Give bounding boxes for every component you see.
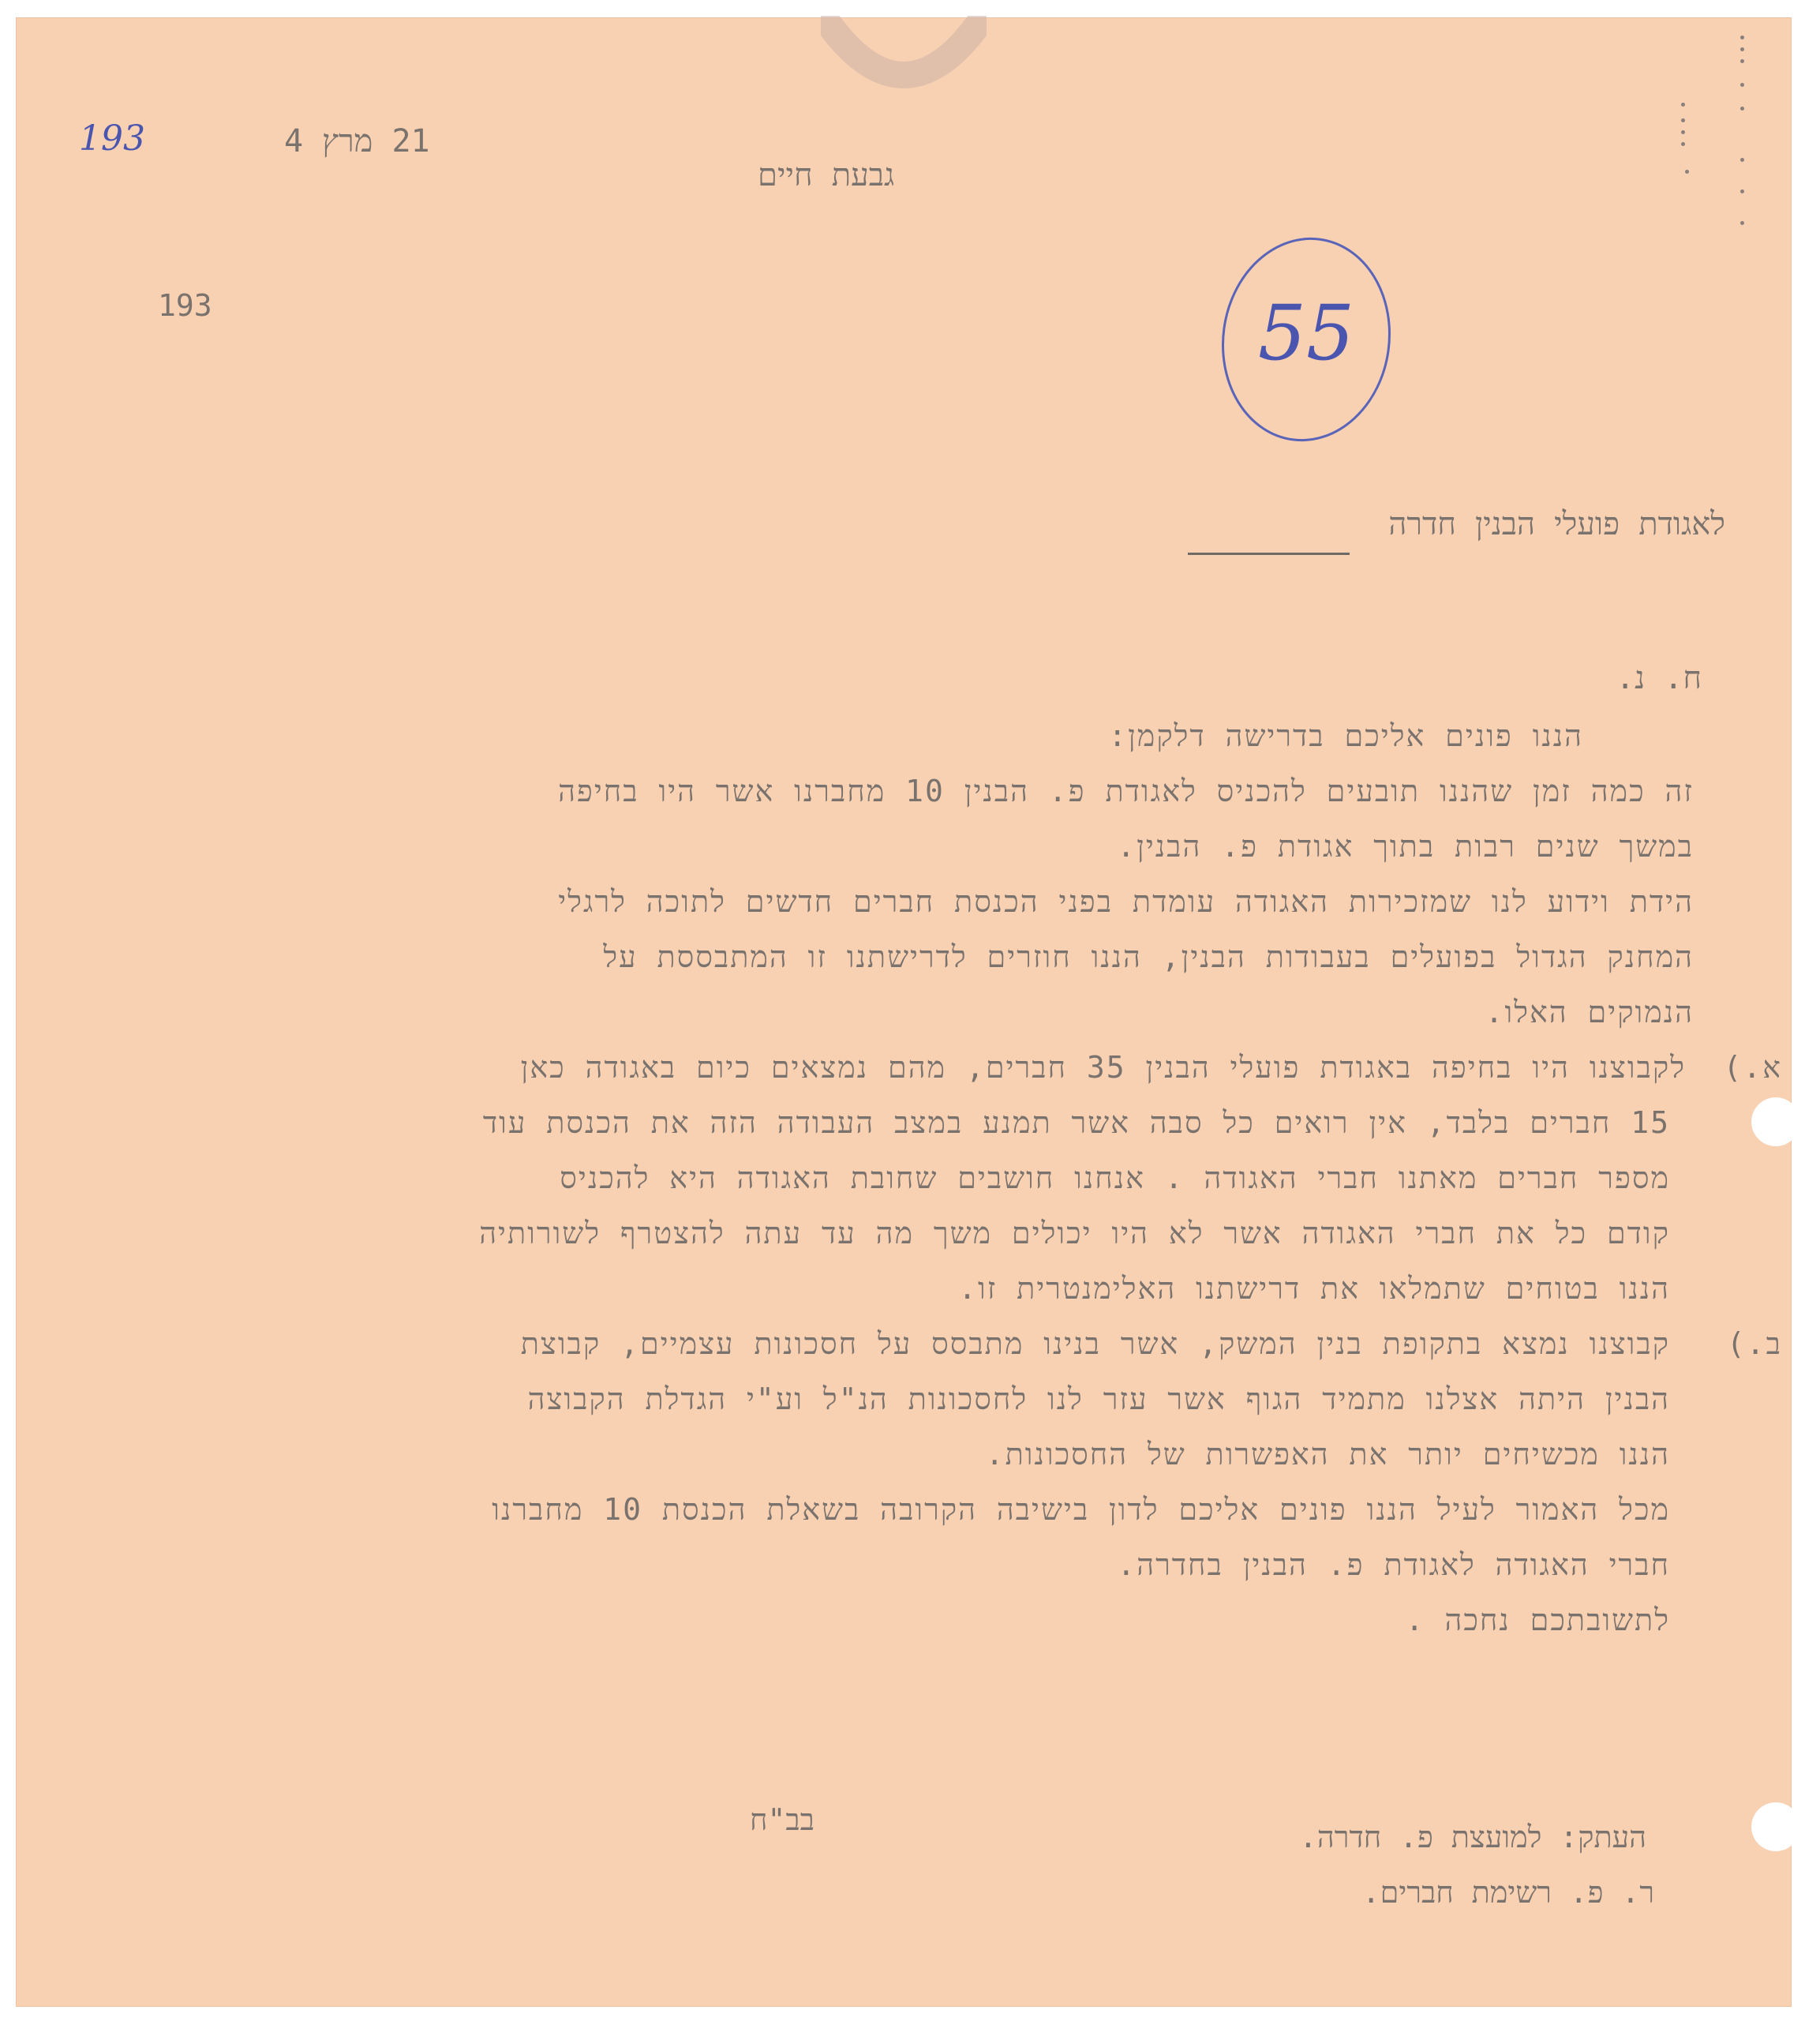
point-b-line: קבוצנו נמצא בתקופת בנין המשק, אשר בנינו מתבסס על חסכונות עצמיים, קבוצת [520, 1326, 1670, 1361]
perforation-dot [1740, 221, 1744, 225]
body-line: הידת וידוע לנו שמזכירות האגודה עומדת בפני הכנסת חברים חדשים לתוכה לרגלי [558, 884, 1694, 919]
greeting: ח. נ. [1616, 660, 1702, 696]
point-a-line: מספר חברים מאתנו חברי האגודה . אנחנו חושבים שחובת האגודה היא להכניס [560, 1160, 1670, 1195]
perforation-dot [1740, 158, 1744, 162]
perforation-dot [1681, 130, 1685, 134]
perforation-dot [1681, 118, 1685, 122]
point-a-line: 15 חברים בלבד, אין רואים כל סבה אשר תמנע במצב העבודה הזה את הכנסת עוד [482, 1105, 1670, 1140]
recipient-address: לאגודת פועלי הבנין חדרה [1388, 506, 1725, 542]
perforation-dot [1681, 103, 1685, 107]
closing-line: לתשובתכם נחכה . [1405, 1603, 1670, 1637]
perforation-dot [1740, 47, 1744, 51]
perforation-dot [1681, 142, 1685, 146]
perforation-dot [1740, 107, 1744, 111]
body-line: הנמוקים האלו. [1485, 995, 1694, 1029]
handwritten-folio-mark [1215, 229, 1397, 442]
handwritten-year: 193 [79, 118, 145, 159]
folio-number: 55 [1257, 289, 1355, 377]
point-a-line: לקבוצנו היו בחיפה באגודת פועלי הבנין 35 חברים, מהם נמצאים כיום באגודה כאן [520, 1050, 1686, 1085]
point-b-line: הננו מכשיחים יותר את האפשרות של החסכונות. [985, 1437, 1670, 1472]
perforation-dot [1740, 189, 1744, 193]
watermark-smudge [821, 16, 987, 111]
body-line: זה כמה זמן שהננו תובעים להכניס לאגודת פ. הבנין 10 מחברנו אשר היו בחיפה [558, 774, 1694, 808]
perforation-dot [1740, 59, 1744, 63]
perforation-dot [1740, 83, 1744, 87]
point-b-marker: ב.) [1726, 1326, 1782, 1361]
body-line: המחנק הגדול בפועלים בעבודות הבנין, הננו חוזרים לדרישתנו זו המתבססת על [603, 939, 1694, 974]
point-a-line: הננו בטוחים שתמלאו את דרישתנו האלימנטרית זו. [958, 1271, 1670, 1306]
body-line: במשך שנים רבות בתוך אגודת פ. הבנין. [1117, 829, 1694, 864]
reference-number: 193 [158, 288, 212, 323]
copy-recipient: העתק: למועצת פ. חדרה. [1299, 1820, 1646, 1854]
point-b-line: הבנין היתה אצלנו מתמיד הגוף אשר עזר לנו לחסכונות הנ"ל וע"י הגדלת הקבוצה [527, 1382, 1670, 1416]
perforation-dot [1685, 170, 1689, 174]
punch-hole [1751, 1802, 1800, 1851]
address-underline [1188, 553, 1350, 555]
copy-recipient: ר. פ. רשימת חברים. [1361, 1875, 1654, 1910]
closing-line: מכל האמור לעיל הננו פונים אליכם לדון בישיבה הקרובה בשאלת הכנסת 10 מחברנו [492, 1492, 1670, 1527]
punch-hole [1751, 1097, 1800, 1146]
signoff: בב"ח [750, 1802, 815, 1837]
perforation-dot [1740, 36, 1744, 39]
letter-date: 21 מרץ 4 [284, 123, 430, 159]
closing-line: חברי האגודה לאגודת פ. הבנין בחדרה. [1117, 1547, 1670, 1582]
body-line: הננו פונים אליכם בדרישה דלקמן: [1108, 718, 1583, 753]
point-a-line: קודם כל את חברי האגודה אשר לא היו יכולים משך מה עד עתה להצטרף לשורותיה [479, 1216, 1670, 1250]
point-a-marker: א.) [1723, 1050, 1782, 1085]
letter-origin-place: גבעת חיים [758, 157, 895, 193]
